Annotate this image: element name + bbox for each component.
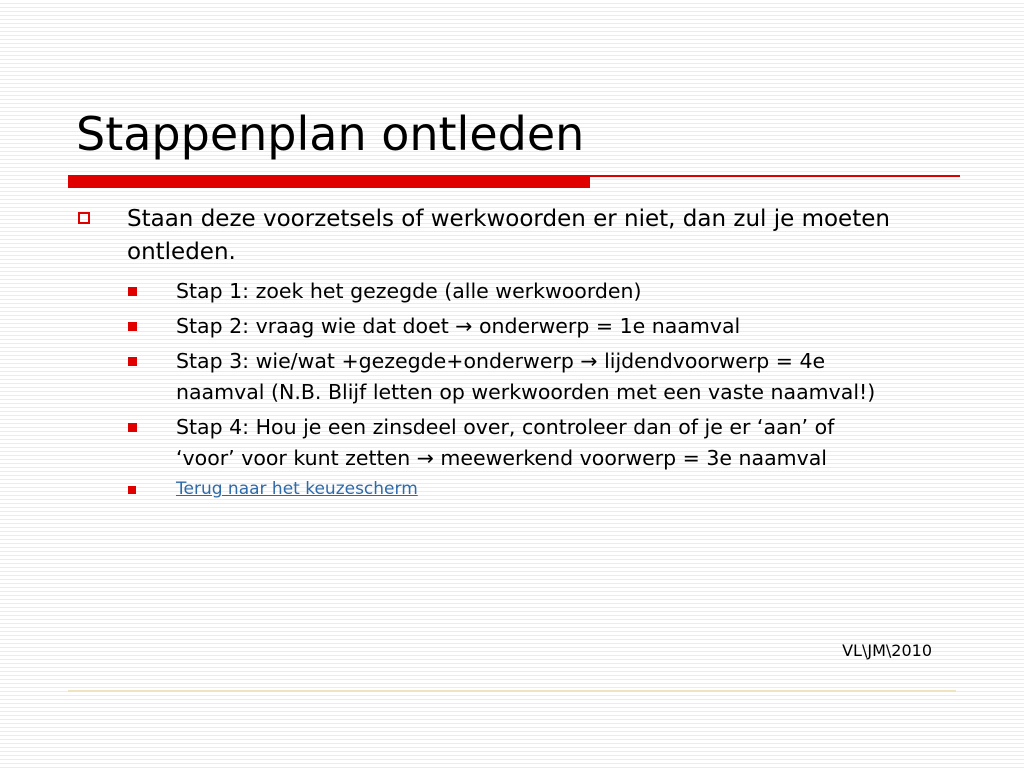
intro-text: Staan deze voorzetsels of werkwoorden er niet, dan zul je moeten ontleden. — [127, 206, 890, 265]
intro-bullet-item — [76, 203, 956, 269]
filled-square-icon — [128, 322, 137, 331]
steps-list — [76, 276, 956, 502]
filled-square-icon — [128, 486, 136, 494]
step-text: Stap 1: zoek het gezegde (alle werkwoorden) — [176, 279, 642, 303]
step-text: Stap 3: wie/wat +gezegde+onderwerp → lijdendvoorwerp = 4e naamval (N.B. Blijf letten op werkwoorden met een vaste naamval!) — [176, 349, 876, 404]
title-underline-thin — [590, 175, 960, 177]
step-text: Stap 2: vraag wie dat doet → onderwerp = 1e naamval — [176, 314, 741, 338]
step-item-4 — [76, 412, 896, 474]
filled-square-icon — [128, 287, 137, 296]
slide-title: Stappenplan ontleden — [76, 107, 585, 161]
back-link-item — [76, 476, 896, 502]
title-underline-red — [68, 175, 590, 188]
slide-content — [76, 203, 956, 506]
back-to-menu-link[interactable]: Terug naar het keuzescherm — [176, 479, 418, 499]
step-item-2 — [76, 311, 896, 342]
hollow-square-icon — [78, 212, 90, 224]
step-item-3 — [76, 346, 896, 408]
filled-square-icon — [128, 423, 137, 432]
filled-square-icon — [128, 357, 137, 366]
footer-credit: VL\JM\2010 — [842, 641, 932, 660]
step-text: Stap 4: Hou je een zinsdeel over, controleer dan of je er ‘aan’ of ‘voor’ voor kunt zetten → meewerkend voorwerp = 3e naamval — [176, 415, 835, 470]
step-item-1 — [76, 276, 896, 307]
bottom-divider — [68, 690, 956, 692]
